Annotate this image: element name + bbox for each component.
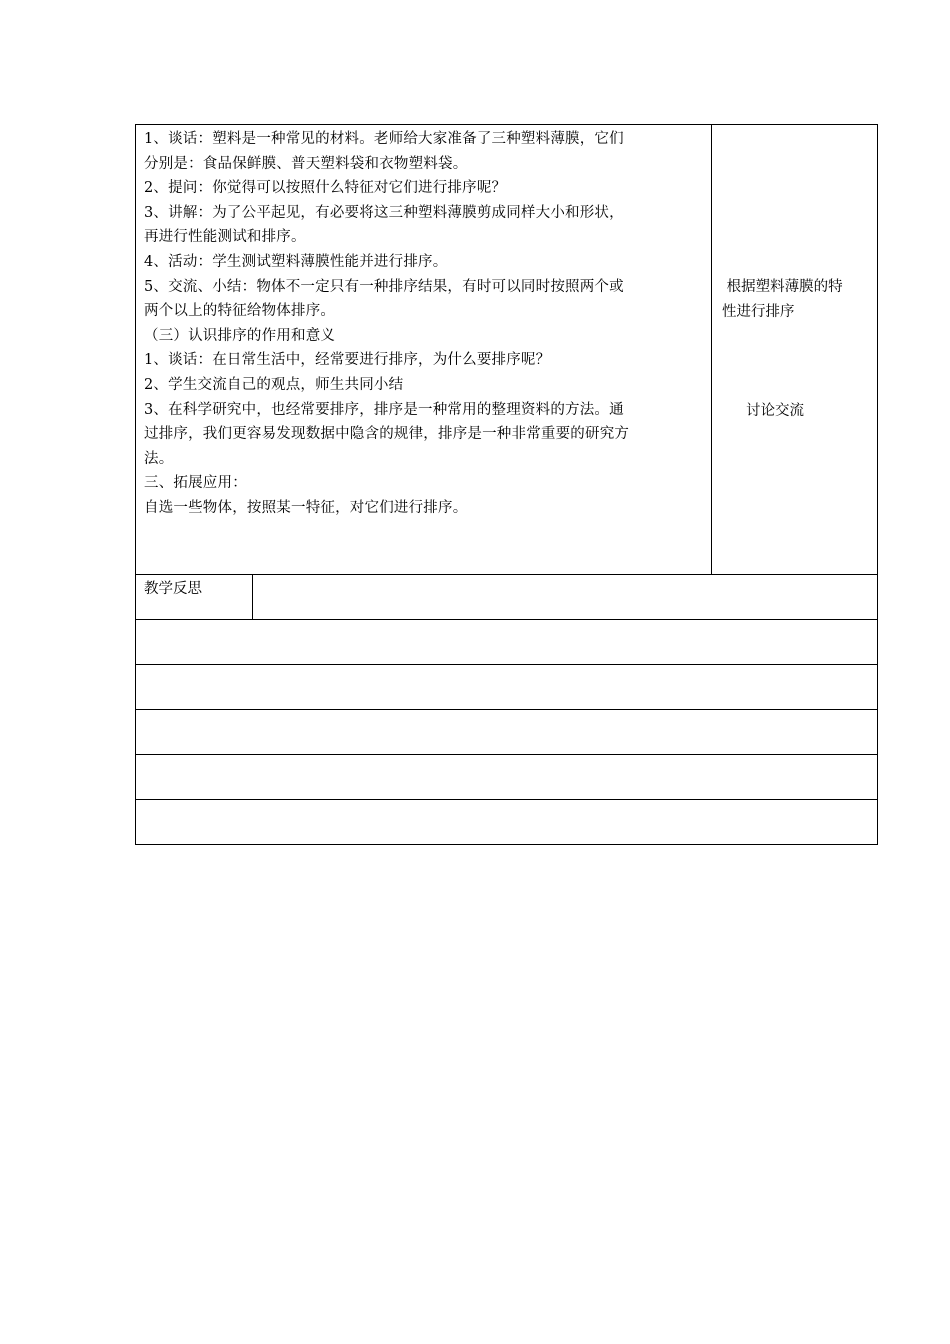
blank-cell [136,755,878,800]
process-line: 法。 [144,450,174,467]
reflection-content-cell [253,575,878,620]
process-line: 1、谈话：在日常生活中，经常要进行排序，为什么要排序呢？ [144,352,551,369]
design-note-line: 性进行排序 [722,303,795,320]
blank-cell [136,620,878,665]
process-line: 两个以上的特征给物体排序。 [144,303,336,320]
process-line: （三）认识排序的作用和意义 [144,327,336,344]
process-line: 1、谈话：塑料是一种常见的材料。老师给大家准备了三种塑料薄膜，它们 [144,131,624,147]
process-line: 2、学生交流自己的观点，师生共同小结 [144,376,404,393]
process-line: 3、在科学研究中，也经常要排序，排序是一种常用的整理资料的方法。通 [144,401,624,418]
blank-row [136,710,878,755]
teaching-process-cell [136,125,712,575]
process-line: 自选一些物体，按照某一特征，对它们进行排序。 [144,499,468,516]
blank-row [136,665,878,710]
process-line: 2、提问：你觉得可以按照什么特征对它们进行排序呢？ [144,180,507,197]
design-note-sorting [722,275,843,324]
blank-row [136,800,878,845]
process-line: 三、拓展应用： [144,475,247,492]
design-note-line: 根据塑料薄膜的特 [722,279,843,295]
blank-row [136,620,878,665]
blank-cell [136,800,878,845]
process-line: 5、交流、小结：物体不一定只有一种排序结果，有时可以同时按照两个或 [144,278,624,295]
activity-row [136,125,878,575]
process-line: 再进行性能测试和排序。 [144,229,306,246]
design-intent-cell [712,125,878,575]
blank-cell [136,710,878,755]
design-note-discussion: 讨论交流 [746,403,805,419]
blank-row [136,755,878,800]
process-line: 过排序，我们更容易发现数据中隐含的规律，排序是一种非常重要的研究方 [144,426,630,443]
lesson-plan-table [135,124,878,845]
process-line: 分别是：食品保鲜膜、普天塑料袋和衣物塑料袋。 [144,155,468,172]
reflection-row [136,575,878,620]
reflection-label: 教学反思 [136,575,253,620]
process-line: 4、活动：学生测试塑料薄膜性能并进行排序。 [144,253,448,270]
process-line: 3、讲解：为了公平起见，有必要将这三种塑料薄膜剪成同样大小和形状， [144,204,624,221]
blank-cell [136,665,878,710]
